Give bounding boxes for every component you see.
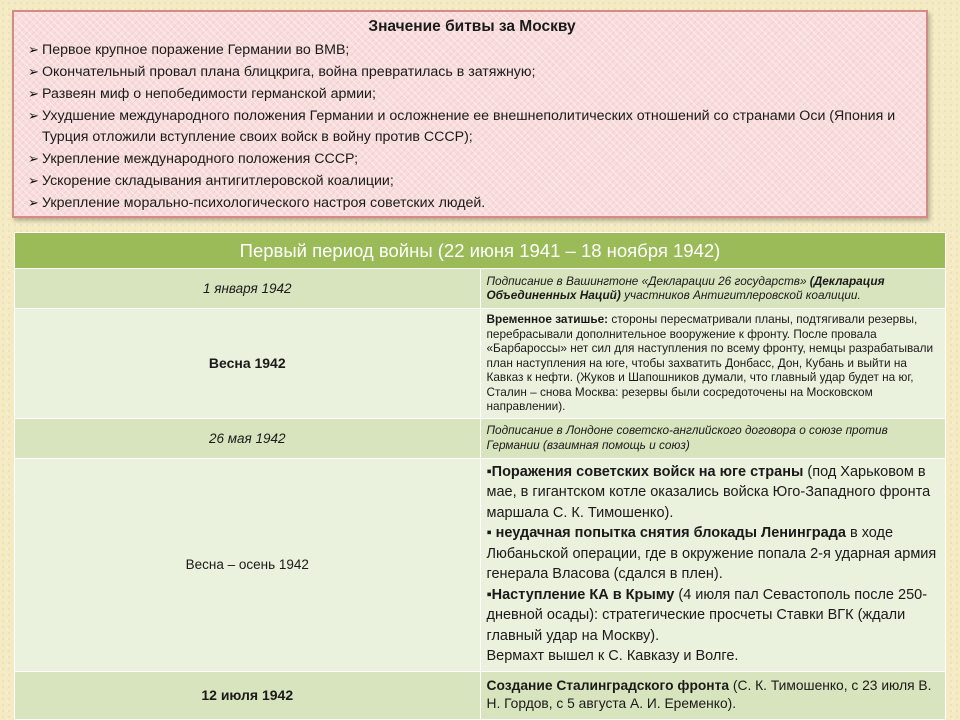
table-row xyxy=(15,671,946,719)
row-description: Подписание в Вашингтоне «Декларации 26 государств» (Декларация Объединенных Наций) участников Антигитлеровской коалиции. xyxy=(480,269,946,309)
row-date: 12 июля 1942 xyxy=(15,671,481,719)
list-item: ▪Наступление КА в Крыму (4 июля пал Севастополь после 250-дневной осады): стратегические просчеты Ставки ВГК (ждали главный удар на Москву). xyxy=(486,586,928,644)
row-description xyxy=(480,458,946,671)
row-description: Создание Сталинградского фронта (С. К. Тимошенко, с 23 июля В. Н. Гордов, с 5 августа А. И. Еременко). xyxy=(480,671,946,719)
first-period-table xyxy=(14,232,946,720)
list-item: ➢ Ухудшение международного положения Германии и осложнение ее внешнеполитических отношений со странами Оси (Япония и Турция отложили вступление своих войск в войну против СССР); xyxy=(28,108,896,145)
list-item: Вермахт вышел к С. Кавказу и Волге. xyxy=(486,648,739,664)
row-date: Весна – осень 1942 xyxy=(15,458,481,671)
square-bullet-icon: ▪ xyxy=(486,525,492,541)
moscow-battle-significance-panel xyxy=(12,10,928,218)
list-item: ▪ неудачная попытка снятия блокады Ленинграда в ходе Любаньской операции, где в окружение попала 2-я ударная армия генерала Власова (сдался в плен). xyxy=(486,525,937,582)
row-description: Временное затишье: стороны пересматривали планы, подтягивали резервы, перебрасывали дополнительное вооружение к фронту. После провала «Барбароссы» нет сил для наступления по всему фронту, немцы разрабатывали план наступления на юге, чтобы захватить Донбасс, Дон, Кубань и выйти на Кавказ к нефти. (Жуков и Шапошников думали, что главный удар будет на юг, Сталин – снова Москва: резервы были сосредоточены на Московском направлении). xyxy=(480,309,946,419)
row-date: Весна 1942 xyxy=(15,309,481,419)
arrow-bullet-icon: ➢ xyxy=(28,64,39,79)
table-row xyxy=(15,458,946,671)
arrow-bullet-icon: ➢ xyxy=(28,194,39,210)
table-row xyxy=(15,269,946,309)
arrow-bullet-icon: ➢ xyxy=(28,172,39,188)
list-item: ➢ Укрепление морально-психологического настроя советских людей. xyxy=(28,193,916,214)
table-header: Первый период войны (22 июня 1941 – 18 ноября 1942) xyxy=(15,233,946,269)
list-item: ➢ Ускорение складывания антигитлеровской коалиции; xyxy=(28,171,916,192)
list-item: ➢ Первое крупное поражение Германии во ВМВ; xyxy=(28,40,916,61)
significance-list xyxy=(28,40,916,213)
arrow-bullet-icon: ➢ xyxy=(28,150,39,166)
arrow-bullet-icon: ➢ xyxy=(28,86,39,101)
arrow-bullet-icon: ➢ xyxy=(28,108,39,123)
panel-title: Значение битвы за Москву xyxy=(368,18,576,35)
square-bullet-icon: ▪ xyxy=(486,586,492,603)
list-item: ➢ Окончательный провал плана блицкрига, война превратилась в затяжную; xyxy=(28,62,916,83)
square-bullet-icon: ▪ xyxy=(486,463,492,480)
list-item: ▪Поражения советских войск на юге страны (под Харьковом в мае, в гигантском котле оказались войска Юго-Западного фронта маршала С. К. Тимошенко). xyxy=(486,463,931,521)
list-item: ➢ Укрепление международного положения СССР; xyxy=(28,149,916,170)
table-row xyxy=(15,418,946,458)
row-date: 1 января 1942 xyxy=(15,269,481,309)
arrow-bullet-icon: ➢ xyxy=(28,42,39,57)
table-row xyxy=(15,309,946,419)
list-item: ➢ Развеян миф о непобедимости германской армии; xyxy=(28,84,916,105)
row-description: Подписание в Лондоне советско-английского договора о союзе против Германии (взаимная помощь и союз) xyxy=(480,418,946,458)
row-date: 26 мая 1942 xyxy=(15,418,481,458)
